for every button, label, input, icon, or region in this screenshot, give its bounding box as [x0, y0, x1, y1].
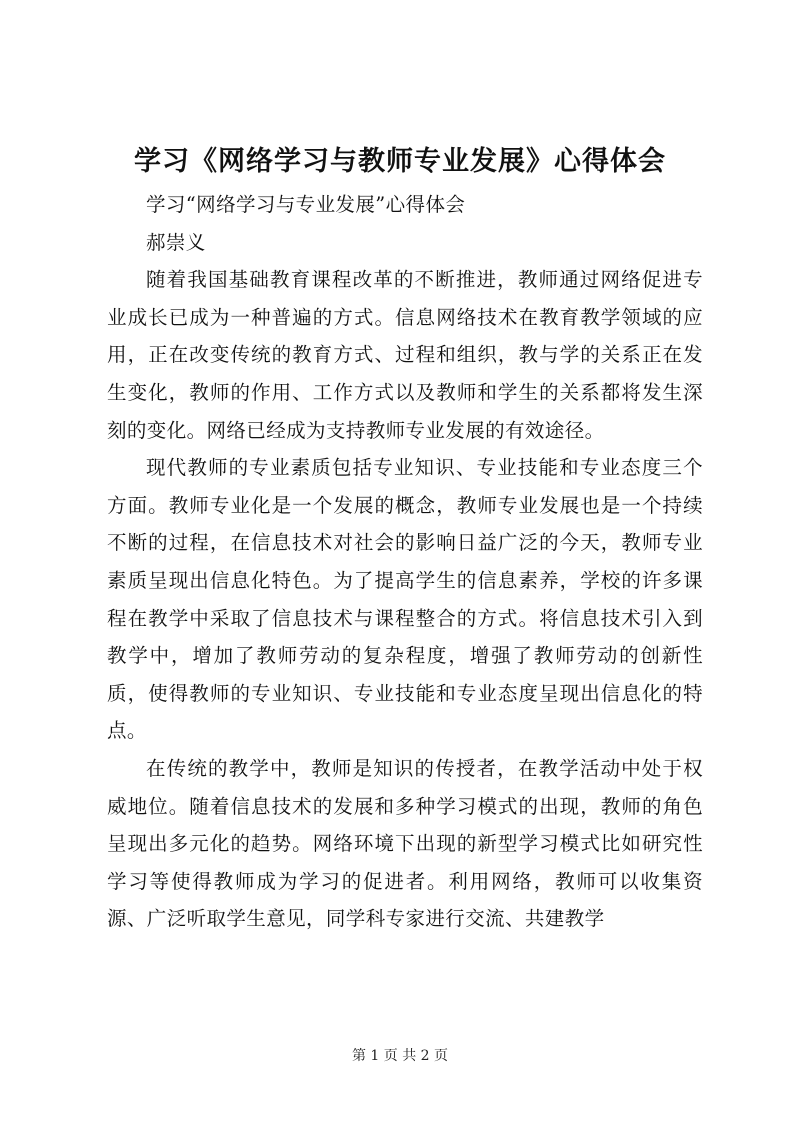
paragraph-3: 在传统的教学中，教师是知识的传授者，在教学活动中处于权威地位。随着信息技术的发展和多种学习模式的出现，教师的角色呈现出多元化的趋势。网络环境下出现的新型学习模式比如研究性学习等使得教师成为学习的促进者。利用网络，教师可以收集资源、广泛听取学生意见，同学科专家进行交流、共建教学 — [107, 756, 703, 931]
paragraph-1: 随着我国基础教育课程改革的不断推进，教师通过网络促进专业成长已成为一种普遍的方式。信息网络技术在教育教学领域的应用，正在改变传统的教育方式、过程和组织，教与学的关系正在发生变化，教师的作用、工作方式以及教师和学生的关系都将发生深刻的变化。网络已经成为支持教师专业发展的有效途径。 — [107, 268, 703, 442]
document-body — [107, 186, 703, 938]
document-title: 学习《网络学习与教师专业发展》心得体会 — [134, 146, 666, 177]
subtitle: 学习“网络学习与专业发展”心得体会 — [146, 193, 466, 216]
page-footer: 第 1 页 共 2 页 — [351, 1048, 449, 1064]
author-name: 郝崇义 — [146, 230, 206, 254]
paragraph-2: 现代教师的专业素质包括专业知识、专业技能和专业态度三个方面。教师专业化是一个发展的概念，教师专业发展也是一个持续不断的过程，在信息技术对社会的影响日益广泛的今天，教师专业素质呈现出信息化特色。为了提高学生的信息素养，学校的许多课程在教学中采取了信息技术与课程整合的方式。将信息技术引入到教学中，增加了教师劳动的复杂程度，增强了教师劳动的创新性质，使得教师的专业知识、专业技能和专业态度呈现出信息化的特点。 — [107, 456, 703, 743]
